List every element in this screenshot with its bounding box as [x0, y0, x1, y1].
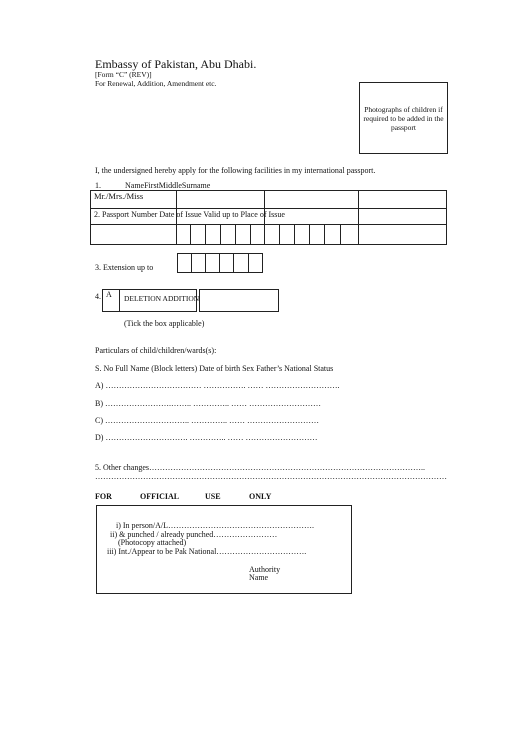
- deletion-addition-label: DELETION ADDITION: [124, 294, 200, 303]
- extension-date-input[interactable]: [177, 253, 263, 273]
- child-row-b[interactable]: B) …………………….…….. ………….. …… ………………………: [95, 399, 321, 408]
- office-heading-use: USE: [205, 492, 221, 501]
- extension-label: 3. Extension up to: [95, 263, 154, 272]
- office-heading-official: OFFICIAL: [140, 492, 180, 501]
- embassy-title: Embassy of Pakistan, Abu Dhabi.: [95, 57, 257, 71]
- name-label: Name: [249, 573, 269, 582]
- particulars-heading: Particulars of child/children/wards(s):: [95, 346, 217, 355]
- office-line-photocopy: (Photocopy attached): [118, 538, 187, 547]
- form-code: [Form “C” (REV)]: [95, 70, 152, 79]
- particulars-columns: S. No Full Name (Block letters) Date of birth Sex Father’s National Status: [95, 364, 334, 373]
- office-line-punched: ii) & punched / already punched……………………: [110, 530, 278, 539]
- child-row-d[interactable]: D) …………………………. ………….. …… ………………………: [95, 433, 318, 442]
- child-row-a[interactable]: A) ……………………………… ……………. …… ……………………….: [95, 381, 340, 390]
- photo-box-text: Photographs of children if required to be added in the passport: [363, 105, 444, 132]
- name-header: NameFirstMiddleSurname: [125, 181, 211, 190]
- photo-box: [359, 82, 448, 154]
- intro-text: I, the undersigned hereby apply for the following facilities in my international passport.: [95, 166, 376, 175]
- addition-input-box[interactable]: [199, 289, 279, 312]
- passport-details-label: 2. Passport Number Date of Issue Valid up to Place of Issue: [94, 210, 285, 219]
- office-heading-for: FOR: [95, 492, 112, 501]
- option-a-label: A: [106, 290, 112, 299]
- salutation-field[interactable]: Mr./Mrs./Miss: [94, 191, 144, 201]
- authority-label: Authority: [249, 565, 281, 574]
- tick-hint: (Tick the box applicable): [124, 319, 205, 328]
- section4-number: 4.: [95, 292, 101, 301]
- form-purpose: For Renewal, Addition, Amendment etc.: [95, 79, 217, 88]
- office-line-in-person: i) In person/A/L……………………………………………….: [116, 521, 314, 530]
- office-heading-only: ONLY: [249, 492, 272, 501]
- office-line-nationality: iii) Int./Appear to be Pak National…………………………….: [107, 547, 307, 556]
- child-row-c[interactable]: C) ………………………….. ………….. …… ………………………: [95, 416, 319, 425]
- other-changes-line1[interactable]: 5. Other changes…………………………………………………………………………………………..: [95, 463, 425, 472]
- other-changes-line2[interactable]: ……………………………………………………………………………………………………………………: [95, 472, 447, 481]
- section1-number: 1.: [95, 181, 101, 190]
